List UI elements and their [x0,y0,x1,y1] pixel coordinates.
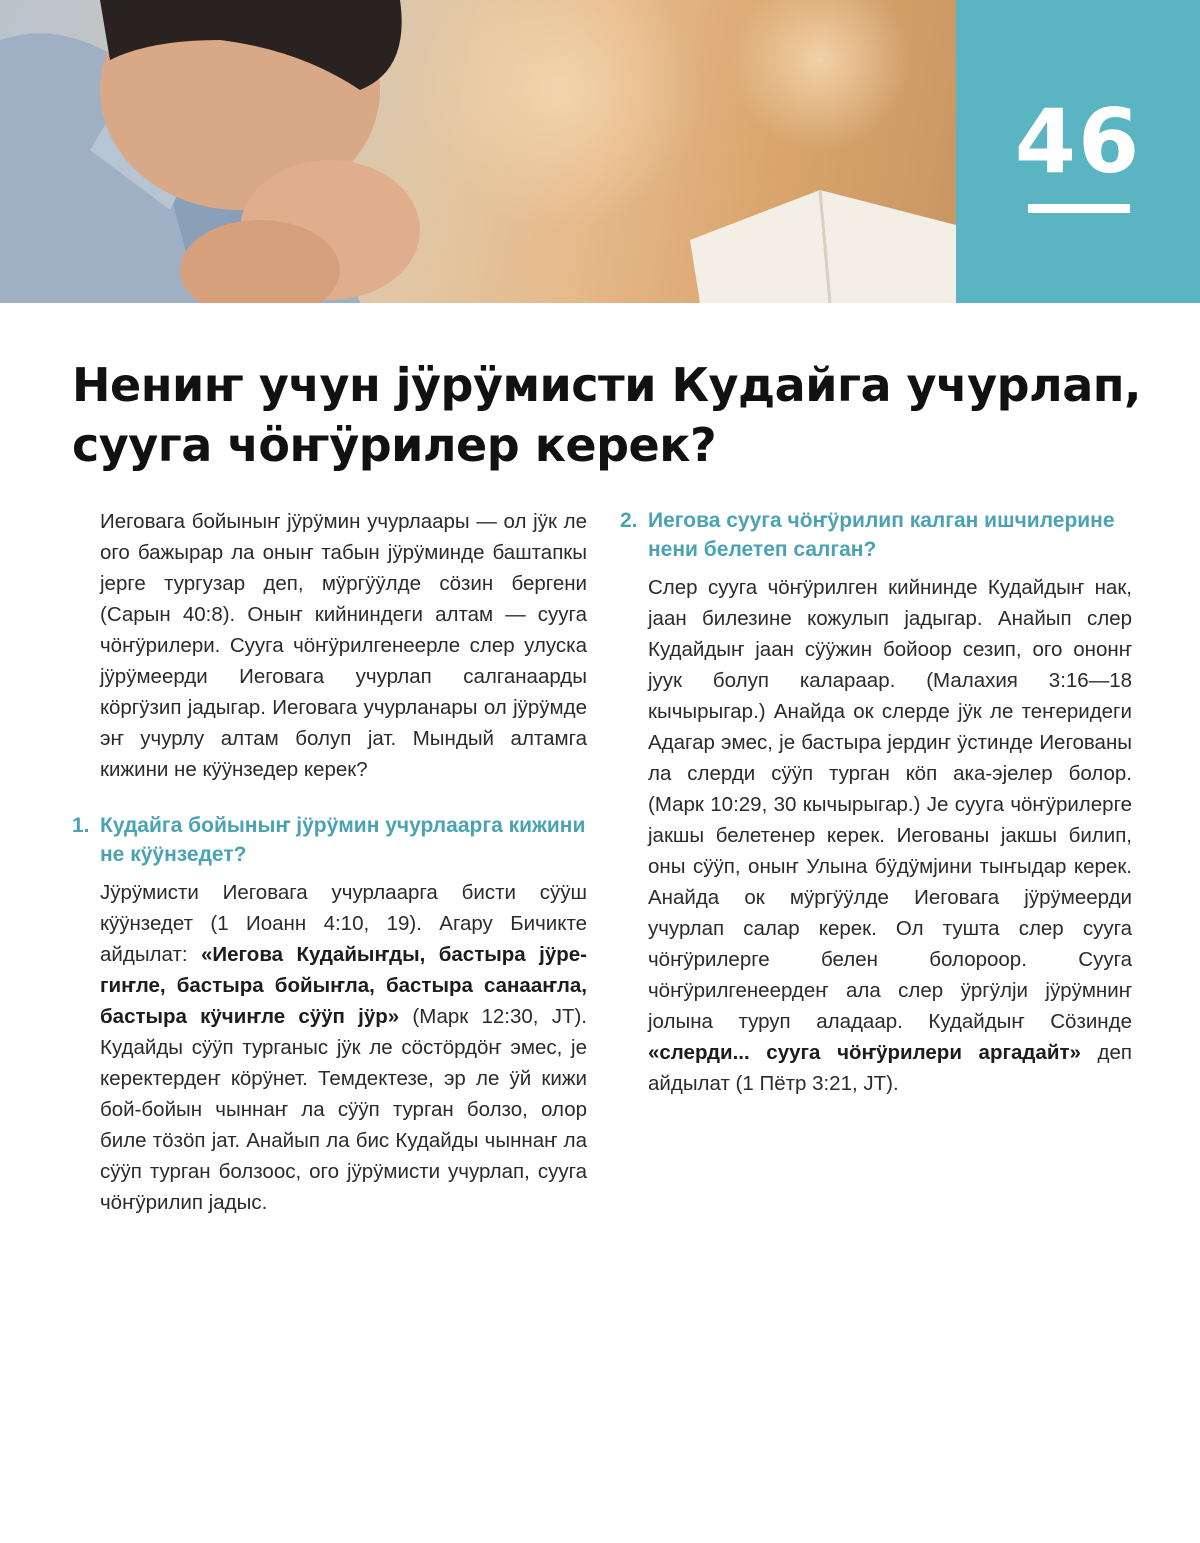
answer-text: Слер сууга чӧҥӱрилген кийнинде Кудайдыҥ нак, јаан билезине кожулып јадыгар. Анайып слер Кудайдыҥ јаан сӱӱжин бойоор сезип, ого ононҥ јуук болуп калараар. (Малахия 3:16—18 кычырыгар.) Анайда ок слерде јӱк ле теҥеридеги Адагар эмес, је бастыра јердиҥ ӱстинде Иегованы ла слерди сӱӱп турган кӧп ака-эјелер болор. (Марк 10:29, 30 кычырыгар.) Је сууга чӧҥӱрилерге јакшы белетенер керек. Иегованы јакшы билип, оны сӱӱп, оныҥ Улына бӱдӱмјини тыҥыдар керек. Анайда ок мӱргӱӱлде Иеговага јӱрӱмеерди учурлап салар керек. Ол тушта слер сууга чӧҥӱрилерге белен болороор. Сууга чӧҥӱрилгенеердеҥ ала слер ӱргӱлји јӱрӱмниҥ јолына туруп аладаар. Кудайдыҥ Сӧзинде [648,576,1132,1033]
hero-photo [0,0,956,303]
answer-1-paragraph [72,877,587,1218]
intro-paragraph: Иеговага бойыныҥ јӱрӱмин учурлаары — ол јӱк ле ого бажырар ла оныҥ табын јӱрӱминде баштапкы јерге тургузар деп, мӱргӱӱлде сӧзин бергени (Сарын 40:8). Оныҥ кийниндеги алтам — сууга чӧҥӱрилери. Сууга чӧҥӱрилгенеерле слер улуска јӱрӱмеерди Иеговага учурлап салганаарды кӧргӱзип јадыгар. Иеговага учурланары ол јӱрӱмде эҥ учурлу алтам болуп јат. Мындый алтамга кижини не кӱӱнзедер керек? [100,510,587,781]
question-text: Кудайга бойыныҥ јӱрӱмин учурлаарга кижини не кӱӱнзедет? [100,814,586,866]
answer-text: деп айдылат (1 Пётр 3:21, ЈТ). [648,1041,1132,1095]
question-1 [72,811,587,869]
lesson-number-badge [956,0,1200,303]
badge-underline [1028,204,1130,213]
answer-text: Јӱрӱмисти Иеговага учурлаарга бисти сӱӱш кӱӱнзедет (1 Иоанн 4:10, 19). Агару Бичикте айдылат: [100,881,587,966]
left-column [72,506,587,1218]
question-text: Иегова сууга чӧҥӱрилип калган ишчилерине нени белетеп салган? [648,509,1115,561]
scripture-quote: «Иегова Кудайыҥды, бастыра јӱрегиҥле, бастыра бойыҥла, бастыра санааҥла, бастыра кӱчиҥле сӱӱп јӱр» [100,943,587,1028]
question-number: 1. [72,814,90,837]
question-2 [620,506,1132,564]
praying-man-illustration [0,0,956,303]
question-number: 2. [620,509,638,532]
right-column [620,506,1132,1099]
page-title: Нениҥ учун јӱрӱмисти Кудайга учурлап, сууга чӧҥӱрилер керек? [72,358,1142,472]
lesson-number: 46 [1014,90,1142,193]
answer-text: (Марк 12:30, ЈТ). Кудайды сӱӱп турганыс јӱк ле сӧстӧрдӧҥ эмес, је керектердеҥ кӧрӱнет. Темдектезе, эр ле ӱй кижи бой-бойын чыннаҥ ла сӱӱп турган болзо, олор биле тӧзӧп јат. Анайып ла бис Кудайды чыннаҥ ла сӱӱп турган болзоос, ого јӱрӱмисти учурлап, сууга чӧҥӱрилип јадыс. [100,1005,588,1214]
scripture-quote: «слерди... сууга чӧҥӱрилери аргадайт» [648,1041,1081,1064]
answer-2-paragraph [620,572,1132,1099]
